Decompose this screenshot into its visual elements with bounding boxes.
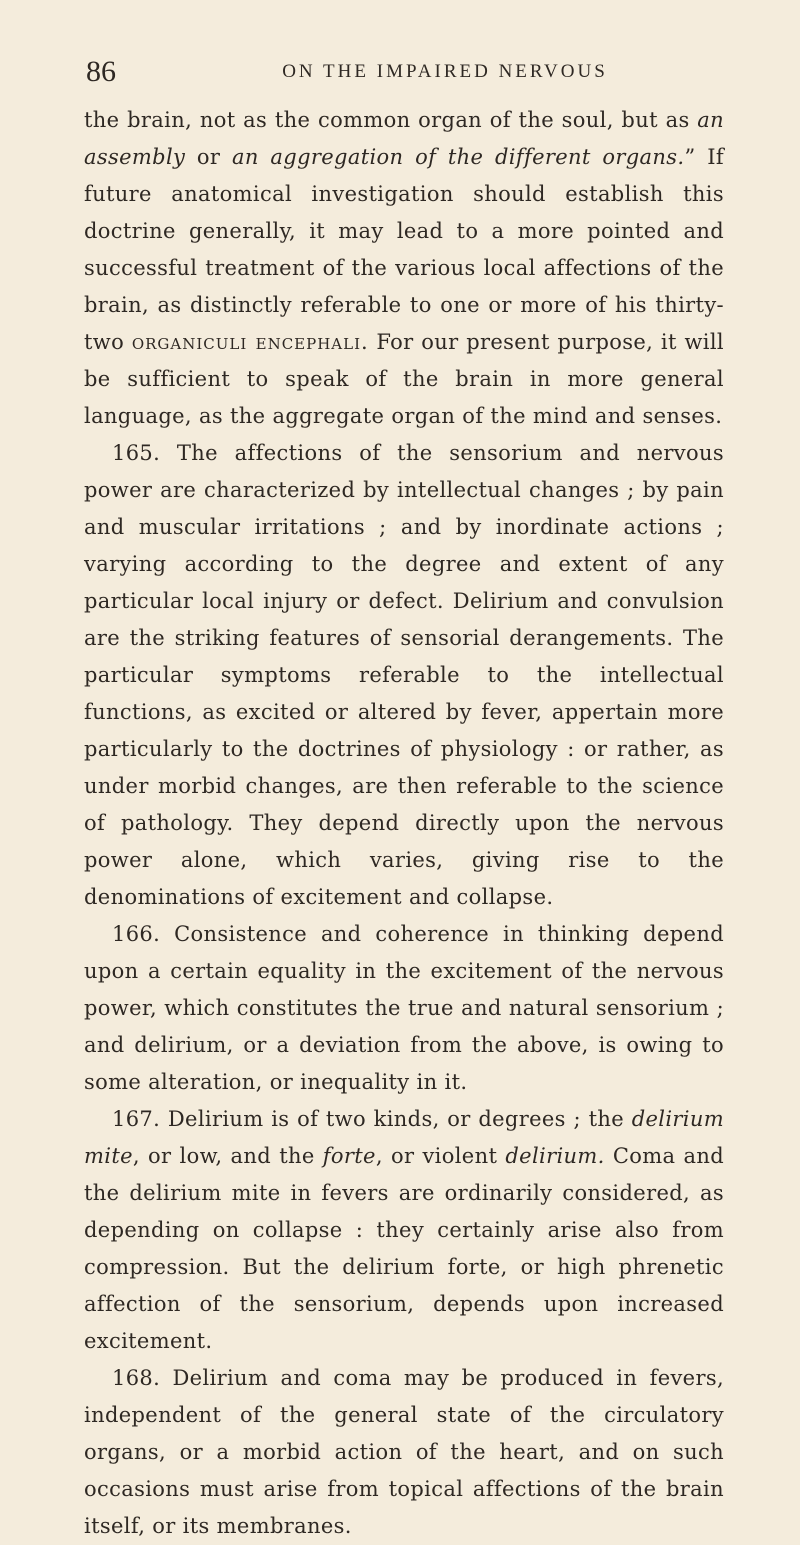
text-run: the brain, not as the common organ of the soul, but as	[84, 108, 698, 132]
paragraph-number: 167.	[112, 1107, 161, 1131]
paragraph-168	[84, 1360, 724, 1545]
text-run: Coma and the delirium mite in fevers are ordinarily considered, as depending on collapse : they certainly arise also from compression. But the delirium forte, or high phrenetic affection of the sensorium, depends upon increased excitement.	[84, 1144, 725, 1353]
italic-run: forte	[322, 1144, 376, 1168]
body-text	[84, 102, 724, 1545]
italic-run: delirium.	[505, 1144, 605, 1168]
text-run: or	[185, 145, 232, 169]
text-run: , or low, and the	[132, 1144, 323, 1168]
paragraph-intro	[84, 102, 724, 435]
paragraph-number: 168.	[112, 1366, 161, 1390]
paragraph-text: Consistence and coherence in thinking depend upon a certain equality in the excitement of the nervous power, which constitutes the true and natural sensorium ; and delirium, or a deviation from the above, is owing to some alteration, or inequality in it.	[84, 922, 724, 1094]
running-head: ON THE IMPAIRED NERVOUS	[282, 61, 608, 82]
text-run: Delirium is of two kinds, or degrees ; the	[160, 1107, 632, 1131]
paragraph-number: 166.	[112, 922, 161, 946]
paragraph-text: The affections of the sensorium and nervous power are characterized by intellectual changes ; by pain and muscular irritations ; and by inordinate actions ; varying according to the degree and extent of any particular local injury or defect. Delirium and convulsion are the striking features of sensorial derangements. The particular symptoms referable to the intellectual functions, as excited or altered by fever, appertain more particularly to the doctrines of physiology : or rather, as under morbid changes, are then referable to the science of pathology. They depend directly upon the nervous power alone, which varies, giving rise to the denominations of excitement and collapse.	[84, 441, 724, 909]
paragraph-167	[84, 1101, 724, 1360]
text-run: For our present purpose, it will be sufficient to speak of the brain in more general language, as the aggregate organ of the mind and senses.	[84, 330, 724, 428]
paragraph-text: Delirium and coma may be produced in fevers, independent of the general state of the circulatory organs, or a morbid action of the heart, and on such occasions must arise from topical affections of the brain itself, or its membranes.	[84, 1366, 724, 1538]
page-number: 86	[86, 55, 116, 88]
page-header	[86, 52, 704, 92]
smallcaps-run: organiculi encephali.	[131, 330, 369, 354]
paragraph-number: 165.	[112, 441, 161, 465]
italic-run: an aggregation of the different organs.	[231, 145, 685, 169]
italic-run: delirium mite	[84, 1107, 724, 1168]
paragraph-165	[84, 435, 724, 916]
text-run: ” If future anatomical investigation should establish this doctrine generally, it may lead to a more pointed and successful treatment of the various local affections of the brain, as distinctly referable to one or more of his thirty-two	[84, 145, 724, 354]
paragraph-166	[84, 916, 724, 1101]
text-run: , or violent	[375, 1144, 506, 1168]
italic-run: an assembly	[84, 108, 724, 169]
